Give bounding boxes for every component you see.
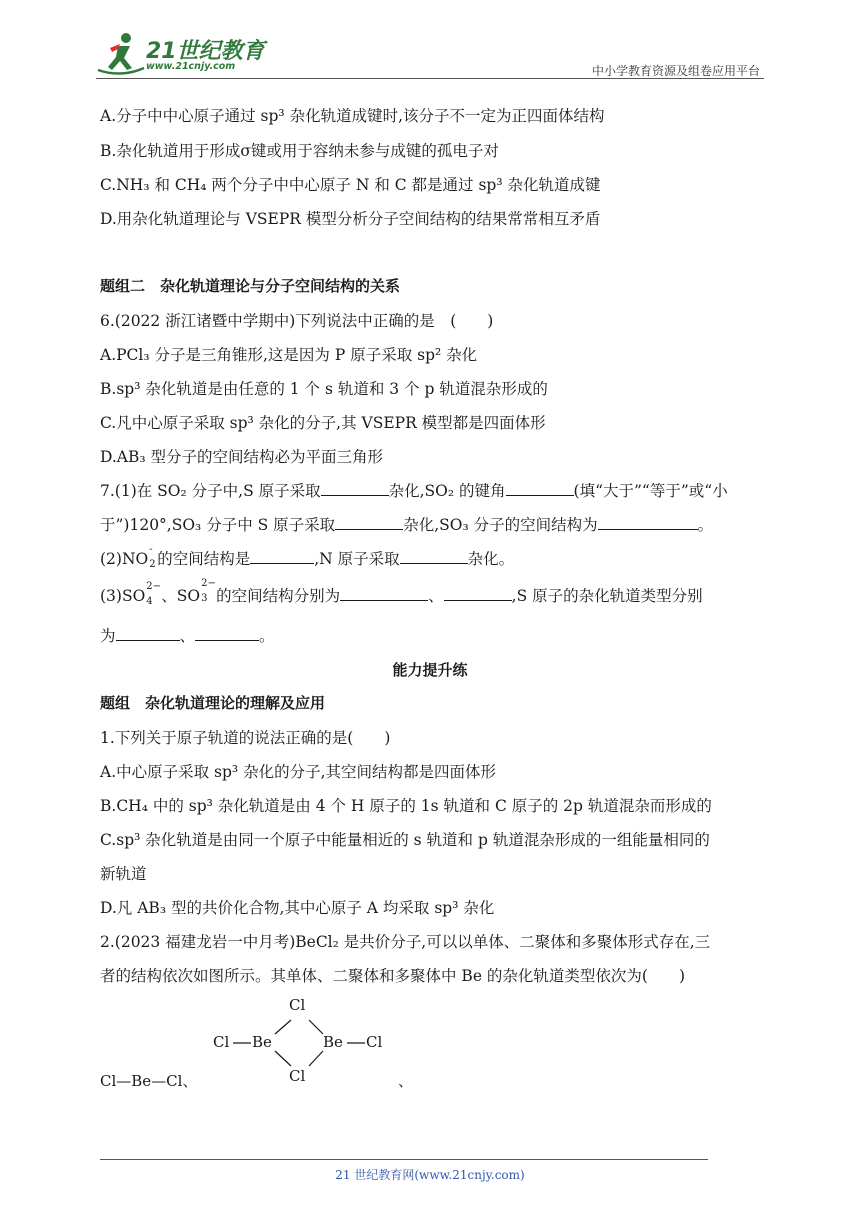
answer-blank[interactable] [321,482,389,496]
ion-subscript: 2 [149,559,156,570]
ion-charge: 2− [201,578,216,589]
q7-text: 。 [697,516,714,534]
q7-text: 7.(1)在 SO₂ 分子中,S 原子采取 [100,482,321,500]
footer-link[interactable]: 21 世纪教育网(www.21cnjy.com) [335,1168,525,1182]
group2-title: 题组二 杂化轨道理论与分子空间结构的关系 [100,277,401,295]
beCl2-monomer: Cl—Be—Cl、 [100,1072,198,1090]
q7-part3-line1 [100,578,703,607]
answer-blank[interactable] [400,550,468,564]
prev-option-a: A.分子中中心原子通过 sp³ 杂化轨道成键时,该分子不一定为正四面体结构 [100,107,605,125]
q6-stem: 6.(2022 浙江诸暨中学期中)下列说法中正确的是 ( ) [100,312,494,330]
q7-part1-line1 [100,479,728,501]
atom-cl-left: Cl [213,1033,230,1051]
answer-blank[interactable] [598,516,698,530]
separator-text: 、 [398,1072,414,1090]
q1-option-a: A.中心原子采取 sp³ 杂化的分子,其空间结构都是四面体形 [100,763,496,781]
q1-option-b: B.CH₄ 中的 sp³ 杂化轨道是由 4 个 H 原子的 1s 轨道和 C 原子的 2p 轨道混杂而形成的 [100,797,712,815]
q7-part1-line2 [100,513,713,535]
q1-stem: 1.下列关于原子轨道的说法正确的是( ) [100,729,391,747]
q6-option-c: C.凡中心原子采取 sp³ 杂化的分子,其 VSEPR 模型都是四面体形 [100,414,546,432]
q7-text: 的空间结构分别为 [216,587,341,605]
q2-stem-line2: 者的结构依次如图所示。其单体、二聚体和多聚体中 Be 的杂化轨道类型依次为( ) [100,967,686,985]
q1-option-d: D.凡 AB₃ 型的共价化合物,其中心原子 A 均采取 sp³ 杂化 [100,899,495,917]
q7-part2 [100,544,515,570]
q7-text: 为 [100,627,116,645]
header-divider [96,78,764,79]
q7-text: 、 [179,627,196,645]
answer-blank[interactable] [195,627,259,641]
sulfate-ion [100,581,162,607]
q7-text: ,N 原子采取 [314,550,400,568]
atom-cl-top: Cl [289,996,306,1014]
ability-section-title: 能力提升练 [392,661,468,679]
q7-text: 、 [428,587,444,605]
runner-logo-icon [96,30,146,78]
answer-blank[interactable] [116,627,180,641]
q1-option-c-line1: C.sp³ 杂化轨道是由同一个原子中能量相近的 s 轨道和 p 轨道混杂形成的一组能量相同的 [100,831,710,849]
atom-cl-bottom: Cl [289,1067,306,1085]
logo-url: www.21cnjy.com [146,61,236,72]
q6-option-a: A.PCl₃ 分子是三角锥形,这是因为 P 原子采取 sp² 杂化 [100,346,478,364]
q7-text: 的空间结构是 [157,550,251,568]
answer-blank[interactable] [335,516,403,530]
answer-blank[interactable] [444,587,512,601]
sulfite-ion [161,578,216,606]
atom-be-left: Be [252,1033,272,1051]
ion-formula: (2)NO [100,550,149,568]
logo-text: 21世纪教育 [146,39,265,64]
beCl2-dimer-structure [205,996,405,1090]
prev-option-d: D.用杂化轨道理论与 VSEPR 模型分析分子空间结构的结果常常相互矛盾 [100,210,601,228]
q6-option-d: D.AB₃ 型分子的空间结构必为平面三角形 [100,448,384,466]
ion-charge: 2− [146,581,162,592]
ion-formula: 、SO [161,587,201,605]
answer-blank[interactable] [250,550,314,564]
q6-option-b: B.sp³ 杂化轨道是由任意的 1 个 s 轨道和 3 个 p 轨道混杂形成的 [100,380,548,398]
q1-option-c-line2: 新轨道 [100,865,147,883]
atom-be-right: Be [323,1033,343,1051]
prev-option-c: C.NH₃ 和 CH₄ 两个分子中中心原子 N 和 C 都是通过 sp³ 杂化轨道成键 [100,176,601,194]
nitrite-ion [100,544,156,570]
platform-name: 中小学教育资源及组卷应用平台 [591,64,760,78]
logo [96,30,266,78]
answer-blank[interactable] [506,482,574,496]
group-title: 题组 杂化轨道理论的理解及应用 [100,694,326,712]
q7-text: ,S 原子的杂化轨道类型分别 [511,587,703,605]
ion-subscript: 3 [201,593,208,604]
ion-charge: - [149,544,153,555]
q7-text: (填“大于”“等于”或“小 [573,482,728,500]
q7-text: 杂化,SO₃ 分子的空间结构为 [403,516,598,534]
ion-subscript: 4 [146,596,153,607]
q7-text: 杂化,SO₂ 的键角 [388,482,506,500]
q2-stem-line1: 2.(2023 福建龙岩一中月考)BeCl₂ 是共价分子,可以以单体、二聚体和多聚体形式存在,三 [100,933,711,951]
footer-divider [100,1159,708,1160]
page-header [96,30,764,80]
q7-text: 于”)120°,SO₃ 分子中 S 原子采取 [100,516,336,534]
prev-option-b: B.杂化轨道用于形成σ键或用于容纳未参与成键的孤电子对 [100,142,499,160]
q7-text: 杂化。 [467,550,515,568]
ion-formula: (3)SO [100,587,146,605]
q7-part3-line2 [100,624,275,646]
answer-blank[interactable] [340,587,428,601]
q7-text: 。 [259,627,275,645]
atom-cl-right: Cl [366,1033,383,1051]
